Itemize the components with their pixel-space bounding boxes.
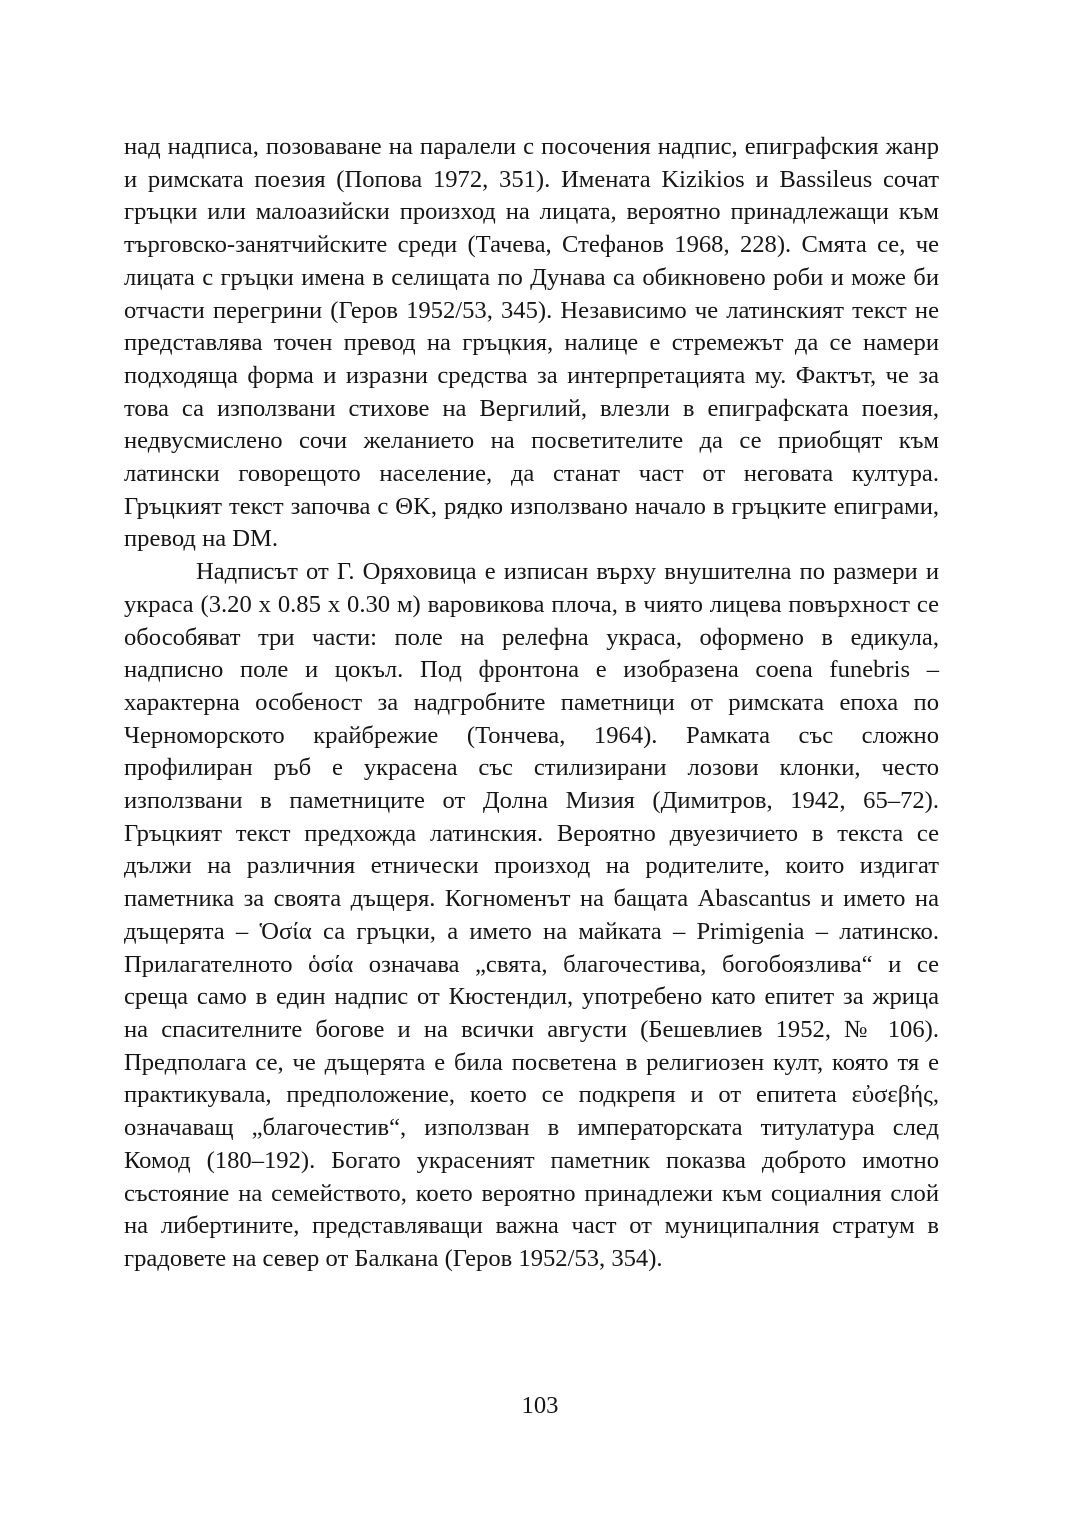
page-number: 103 [521, 1392, 559, 1419]
paragraph-1: над надписа, позоваване на паралели с посочения надпис, епиграфския жанр и римската поезия (Попова 1972, 351). Имената Kizikios и Bassileus сочат гръцки или малоазийски произход на лицата, вероятно принадлежащи към търговско-занятчийските среди (Тачева, Стефанов 1968, 228). Смята се, че лицата с гръцки имена в селищата по Дунава са обикновено роби и може би отчасти перегрини (Геров 1952/53, 345). Независимо че латинският текст не представлява точен превод на гръцкия, налице е стремежът да се намери подходяща форма и изразни средства за интерпретацията му. Фактът, че за това са използвани стихове на Вергилий, влезли в епиграфската поезия, недвусмислено сочи желанието на посветителите да се приобщят към латински говорещото население, да станат част от неговата култура. Гръцкият текст започва с ΘΚ, рядко използвано начало в гръцките епиграми, превод на DM. [124, 133, 939, 553]
paragraph-2: Надписът от Г. Оряховица е изписан върху внушителна по размери и украса (3.20 x 0.85 x 0.30 м) варовикова плоча, в чиято лицева повърхност се обособяват три части: поле на релефна украса, оформено в едикула, надписно поле и цокъл. Под фронтона е изобразена coena funebris – характерна особеност за надгробните паметници от римската епоха по Черноморското крайбрежие (Тончева, 1964). Рамката със сложно профилиран ръб е украсена със стилизирани лозови клонки, често използвани в паметниците от Долна Мизия (Димитров, 1942, 65–72). Гръцкият текст предхожда латинския. Вероятно двуезичието в текста се дължи на различния етнически произход на родителите, които издигат паметника за своята дъщеря. Когноменът на бащата Abascantus и името на дъщерята – Ὁσία са гръцки, а името на майката – Primigenia – латинско. Прилагателното ὁσία означава „свята, благочестива, богобоязлива“ и се среща само в един надпис от Кюстендил, употребено като епитет за жрица на спасителните богове и на всички августи (Бешевлиев 1952, № 106). Предполага се, че дъщерята е била посветена в религиозен култ, която тя е практикувала, предположение, което се подкрепя и от епитета εὐσεβής, означаващ „благочестив“, използван в императорската титулатура след Комод (180–192). Богато украсеният паметник показва доброто имотно състояние на семейството, което вероятно принадлежи към социалния слой на либертините, представляващи важна част от муниципалния стратум в градовете на север от Балкана (Геров 1952/53, 354). [124, 558, 939, 1272]
page-body [124, 131, 939, 1276]
